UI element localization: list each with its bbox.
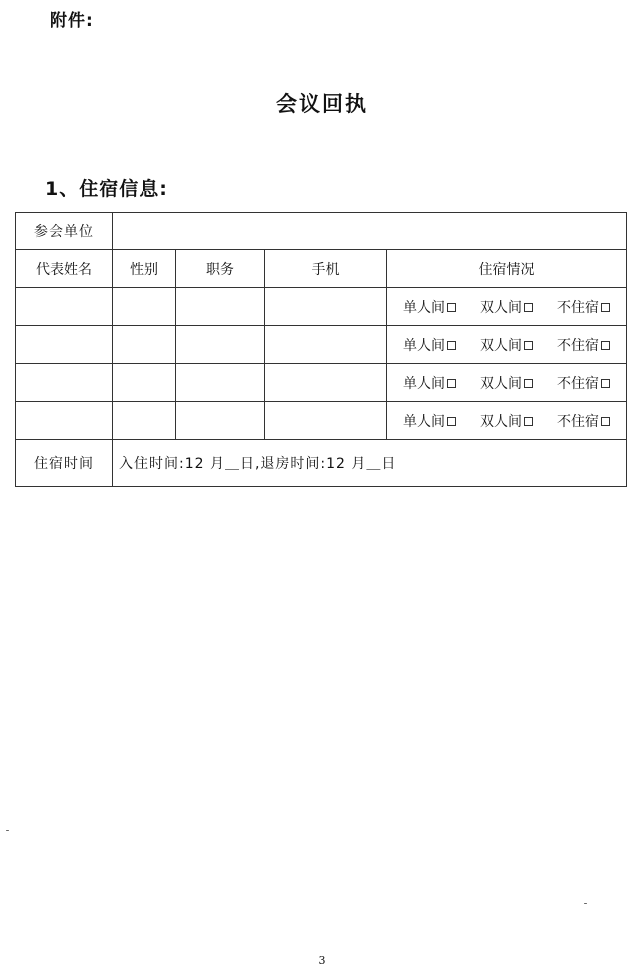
- option-label: 不住宿: [557, 413, 599, 430]
- option-label: 双人间: [480, 299, 522, 316]
- phone-field[interactable]: [265, 326, 387, 364]
- name-field[interactable]: [16, 402, 113, 440]
- table-row: [16, 402, 627, 440]
- accommodation-options: [387, 326, 627, 364]
- checkbox-icon[interactable]: [601, 379, 610, 388]
- page-title: 会议回执: [276, 92, 368, 116]
- no-stay-option[interactable]: [557, 411, 610, 431]
- column-header-name: 代表姓名: [16, 250, 113, 288]
- checkbox-icon[interactable]: [601, 303, 610, 312]
- option-label: 不住宿: [557, 375, 599, 392]
- name-field[interactable]: [16, 326, 113, 364]
- table-row: [16, 326, 627, 364]
- checkbox-icon[interactable]: [524, 379, 533, 388]
- single-room-option[interactable]: [403, 411, 456, 431]
- option-label: 不住宿: [557, 337, 599, 354]
- option-label: 单人间: [403, 337, 445, 354]
- no-stay-option[interactable]: [557, 335, 610, 355]
- checkbox-icon[interactable]: [524, 417, 533, 426]
- gender-field[interactable]: [113, 402, 176, 440]
- name-field[interactable]: [16, 288, 113, 326]
- checkbox-icon[interactable]: [524, 341, 533, 350]
- accommodation-options: [387, 288, 627, 326]
- column-header-gender: 性别: [113, 250, 176, 288]
- option-label: 不住宿: [557, 299, 599, 316]
- checkbox-icon[interactable]: [447, 341, 456, 350]
- phone-field[interactable]: [265, 288, 387, 326]
- option-label: 单人间: [403, 299, 445, 316]
- option-label: 单人间: [403, 413, 445, 430]
- option-label: 双人间: [480, 413, 522, 430]
- checkbox-icon[interactable]: [447, 417, 456, 426]
- column-header-row: [16, 250, 627, 288]
- single-room-option[interactable]: [403, 335, 456, 355]
- checkbox-icon[interactable]: [447, 379, 456, 388]
- phone-field[interactable]: [265, 364, 387, 402]
- unit-row: [16, 213, 627, 250]
- position-field[interactable]: [176, 288, 265, 326]
- accommodation-options: [387, 364, 627, 402]
- no-stay-option[interactable]: [557, 373, 610, 393]
- accommodation-options: [387, 402, 627, 440]
- gender-field[interactable]: [113, 364, 176, 402]
- gender-field[interactable]: [113, 288, 176, 326]
- double-room-option[interactable]: [480, 297, 533, 317]
- scan-speck: [6, 830, 9, 831]
- stay-time-label: 住宿时间: [16, 440, 113, 487]
- checkbox-icon[interactable]: [601, 417, 610, 426]
- name-field[interactable]: [16, 364, 113, 402]
- double-room-option[interactable]: [480, 335, 533, 355]
- stay-time-field[interactable]: 入住时间:12 月＿日,退房时间:12 月＿日: [113, 440, 627, 487]
- checkbox-icon[interactable]: [601, 341, 610, 350]
- single-room-option[interactable]: [403, 373, 456, 393]
- checkbox-icon[interactable]: [524, 303, 533, 312]
- attachment-label: 附件:: [50, 11, 94, 31]
- column-header-position: 职务: [176, 250, 265, 288]
- gender-field[interactable]: [113, 326, 176, 364]
- position-field[interactable]: [176, 402, 265, 440]
- phone-field[interactable]: [265, 402, 387, 440]
- double-room-option[interactable]: [480, 373, 533, 393]
- table-row: [16, 364, 627, 402]
- table-row: [16, 288, 627, 326]
- unit-label: 参会单位: [16, 213, 113, 250]
- double-room-option[interactable]: [480, 411, 533, 431]
- position-field[interactable]: [176, 364, 265, 402]
- stay-time-row: [16, 440, 627, 487]
- single-room-option[interactable]: [403, 297, 456, 317]
- column-header-accommodation: 住宿情况: [387, 250, 627, 288]
- scan-speck: [584, 903, 587, 904]
- position-field[interactable]: [176, 326, 265, 364]
- checkbox-icon[interactable]: [447, 303, 456, 312]
- accommodation-form-table: [15, 212, 627, 487]
- column-header-phone: 手机: [265, 250, 387, 288]
- option-label: 双人间: [480, 375, 522, 392]
- page-number: 3: [318, 954, 326, 967]
- section-heading: 1、住宿信息:: [45, 178, 168, 200]
- no-stay-option[interactable]: [557, 297, 610, 317]
- option-label: 双人间: [480, 337, 522, 354]
- option-label: 单人间: [403, 375, 445, 392]
- unit-field[interactable]: [113, 213, 627, 250]
